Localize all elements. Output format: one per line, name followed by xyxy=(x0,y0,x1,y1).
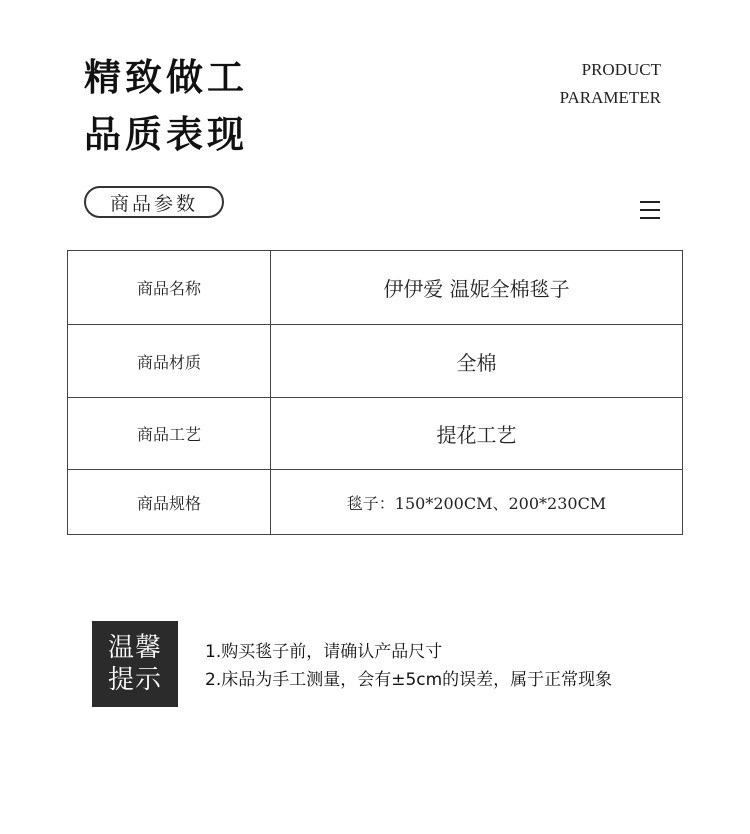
page-title-line2: 品质表现 xyxy=(84,112,248,156)
param-label: 商品工艺 xyxy=(68,398,271,470)
warm-tip-badge-line1: 温馨 xyxy=(107,633,162,663)
param-value: 伊伊爱 温妮全棉毯子 xyxy=(271,251,683,325)
param-label: 商品规格 xyxy=(68,470,271,535)
param-label: 商品名称 xyxy=(68,251,271,325)
param-label: 商品材质 xyxy=(68,325,271,398)
product-parameter-table xyxy=(67,250,683,535)
section-label-pill: 商品参数 xyxy=(84,186,224,218)
english-subtitle-line1: PRODUCT xyxy=(581,60,661,79)
table-row xyxy=(68,398,683,470)
warm-tip-text xyxy=(205,638,612,694)
param-value: 毯子：150*200CM、200*230CM xyxy=(271,470,683,535)
param-value: 提花工艺 xyxy=(271,398,683,470)
table-row xyxy=(68,251,683,325)
param-value: 全棉 xyxy=(271,325,683,398)
warm-tip-badge xyxy=(92,621,178,707)
warm-tip-badge-line2: 提示 xyxy=(107,665,162,695)
hamburger-menu-icon[interactable] xyxy=(640,201,660,219)
table-row xyxy=(68,325,683,398)
page-title-line1: 精致做工 xyxy=(84,55,248,99)
english-subtitle-line2: PARAMETER xyxy=(559,88,661,107)
tip-line-2: 2.床品为手工测量，会有±5cm的误差，属于正常现象 xyxy=(205,670,613,690)
table-row xyxy=(68,470,683,535)
tip-line-1: 1.购买毯子前，请确认产品尺寸 xyxy=(205,642,443,662)
